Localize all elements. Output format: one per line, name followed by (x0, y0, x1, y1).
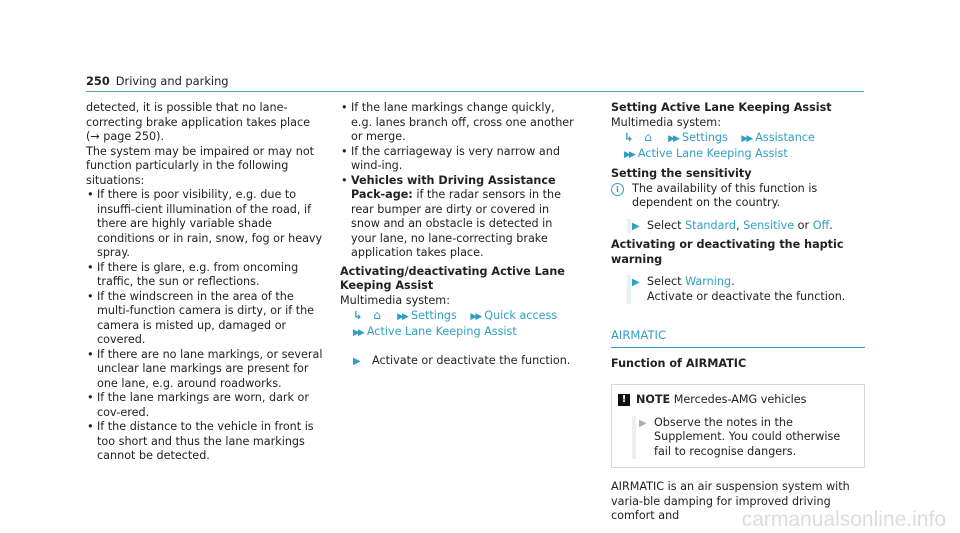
menu-link-settings[interactable]: Settings (681, 131, 728, 144)
menu-link-quick-access[interactable]: Quick access (484, 309, 558, 322)
multimedia-label: Multimedia system: (611, 115, 721, 129)
setting-heading: Setting Active Lane Keeping Assist (611, 101, 832, 114)
list-item: • If the carriageway is very narrow and wind-ing. (340, 145, 578, 174)
situation-list (86, 188, 324, 464)
note-step: ▶ Observe the notes in the Supplement. You could otherwise fail to recognise dangers. (632, 416, 858, 460)
triangle-step-icon: ▶ (632, 277, 640, 288)
header-rule (86, 91, 864, 92)
vehicle-variant-label: Vehicles with Driving Assistance Pack-age: (351, 173, 556, 201)
triangle-step-icon: ▶ (353, 356, 361, 367)
info-icon: i (611, 183, 624, 196)
home-icon[interactable]: ⌂ (644, 130, 652, 144)
activating-heading: Activating/deactivating Active Lane Keeping Assist (340, 264, 565, 292)
list-item: • If the lane markings change quickly, e.g. lanes branch off, cross one another or merge. (340, 101, 578, 145)
watermark: carmanualsonline.info (741, 507, 946, 531)
option-off[interactable]: Off (812, 218, 830, 232)
list-item: • If there are no lane markings, or several unclear lane markings are present for one lane, e.g. around roadworks. (86, 348, 324, 392)
double-chevron-icon: ▶▶ (624, 149, 634, 160)
menu-path (611, 130, 865, 162)
note-subject: Mercedes-AMG vehicles (673, 393, 807, 406)
column-2 (340, 101, 578, 369)
menu-link-alka[interactable]: Active Lane Keeping Assist (366, 324, 517, 338)
haptic-heading: Activating or deactivating the haptic warning (611, 238, 844, 266)
option-sensitive[interactable]: Sensitive (743, 218, 795, 232)
warning-icon: ! (618, 394, 630, 406)
page-header (86, 74, 229, 89)
list-item: • If the windscreen in the area of the multi-function camera is dirty, or if the camera is misted up, damaged or covered. (86, 290, 324, 348)
home-icon[interactable]: ⌂ (373, 308, 381, 322)
menu-link-settings[interactable]: Settings (410, 309, 457, 322)
instruction-step: ▶ Select Warning. Activate or deactivate the function. (627, 275, 865, 304)
column-1 (86, 101, 324, 464)
chapter-title: Driving and parking (115, 74, 229, 88)
corner-arrow-icon: ↳ (353, 309, 363, 322)
corner-arrow-icon: ↳ (624, 131, 634, 144)
column-3 (611, 101, 865, 524)
double-chevron-icon: ▶▶ (668, 134, 678, 144)
section-rule (611, 347, 865, 348)
list-item: • If there is poor visibility, e.g. due to insuffi-cient illumination of the road, if there are highly variable shade conditions or in rain, snow, fog or heavy spray. (86, 188, 324, 261)
instruction-step: ▶ Select Standard, Sensitive or Off. (627, 219, 865, 234)
info-note: i The availability of this function is dependent on the country. (611, 182, 865, 211)
double-chevron-icon: ▶▶ (741, 134, 752, 144)
list-item: • If there is glare, e.g. from oncoming traffic, the sun or reflections. (86, 261, 324, 290)
triangle-step-icon: ▶ (639, 417, 647, 429)
multimedia-label: Multimedia system: (340, 293, 450, 307)
double-chevron-icon: ▶▶ (397, 312, 407, 322)
impaired-paragraph: The system may be impaired or may not function particularly in the following situations: (86, 144, 315, 187)
list-item: • If the lane markings are worn, dark or cov-ered. (86, 391, 324, 420)
page-number: 250 (86, 74, 110, 88)
note-label: NOTE (636, 393, 671, 406)
menu-link-assistance[interactable]: Assistance (755, 131, 815, 144)
option-warning[interactable]: Warning (685, 275, 732, 288)
airmatic-paragraph: AIRMATIC is an air suspension system with varia-ble damping for improved driving comfort and (611, 480, 850, 522)
note-box (611, 384, 865, 468)
triangle-step-icon: ▶ (632, 220, 640, 232)
instruction-step: ▶ Activate or deactivate the function. (340, 354, 578, 369)
double-chevron-icon: ▶▶ (470, 312, 481, 322)
menu-path (340, 308, 578, 340)
situation-list-continued (340, 101, 578, 261)
function-heading: Function of AIRMATIC (611, 356, 747, 370)
intro-paragraph: detected, it is possible that no lane-correcting brake application takes place (→ page 250). (86, 101, 311, 143)
list-item (340, 174, 578, 261)
list-item: • If the distance to the vehicle in front is too short and thus the lane markings cannot be detected. (86, 420, 324, 464)
vehicle-variant-text: if the radar sensors in the rear bumper are dirty or covered in snow and an obstacle is detected in your lane, no lane-correcting brake application takes place. (351, 188, 562, 259)
menu-link-alka[interactable]: Active Lane Keeping Assist (637, 146, 788, 160)
option-standard[interactable]: Standard (685, 218, 736, 232)
section-title: AIRMATIC (611, 328, 667, 342)
double-chevron-icon: ▶▶ (353, 327, 363, 338)
sensitivity-heading: Setting the sensitivity (611, 167, 752, 180)
